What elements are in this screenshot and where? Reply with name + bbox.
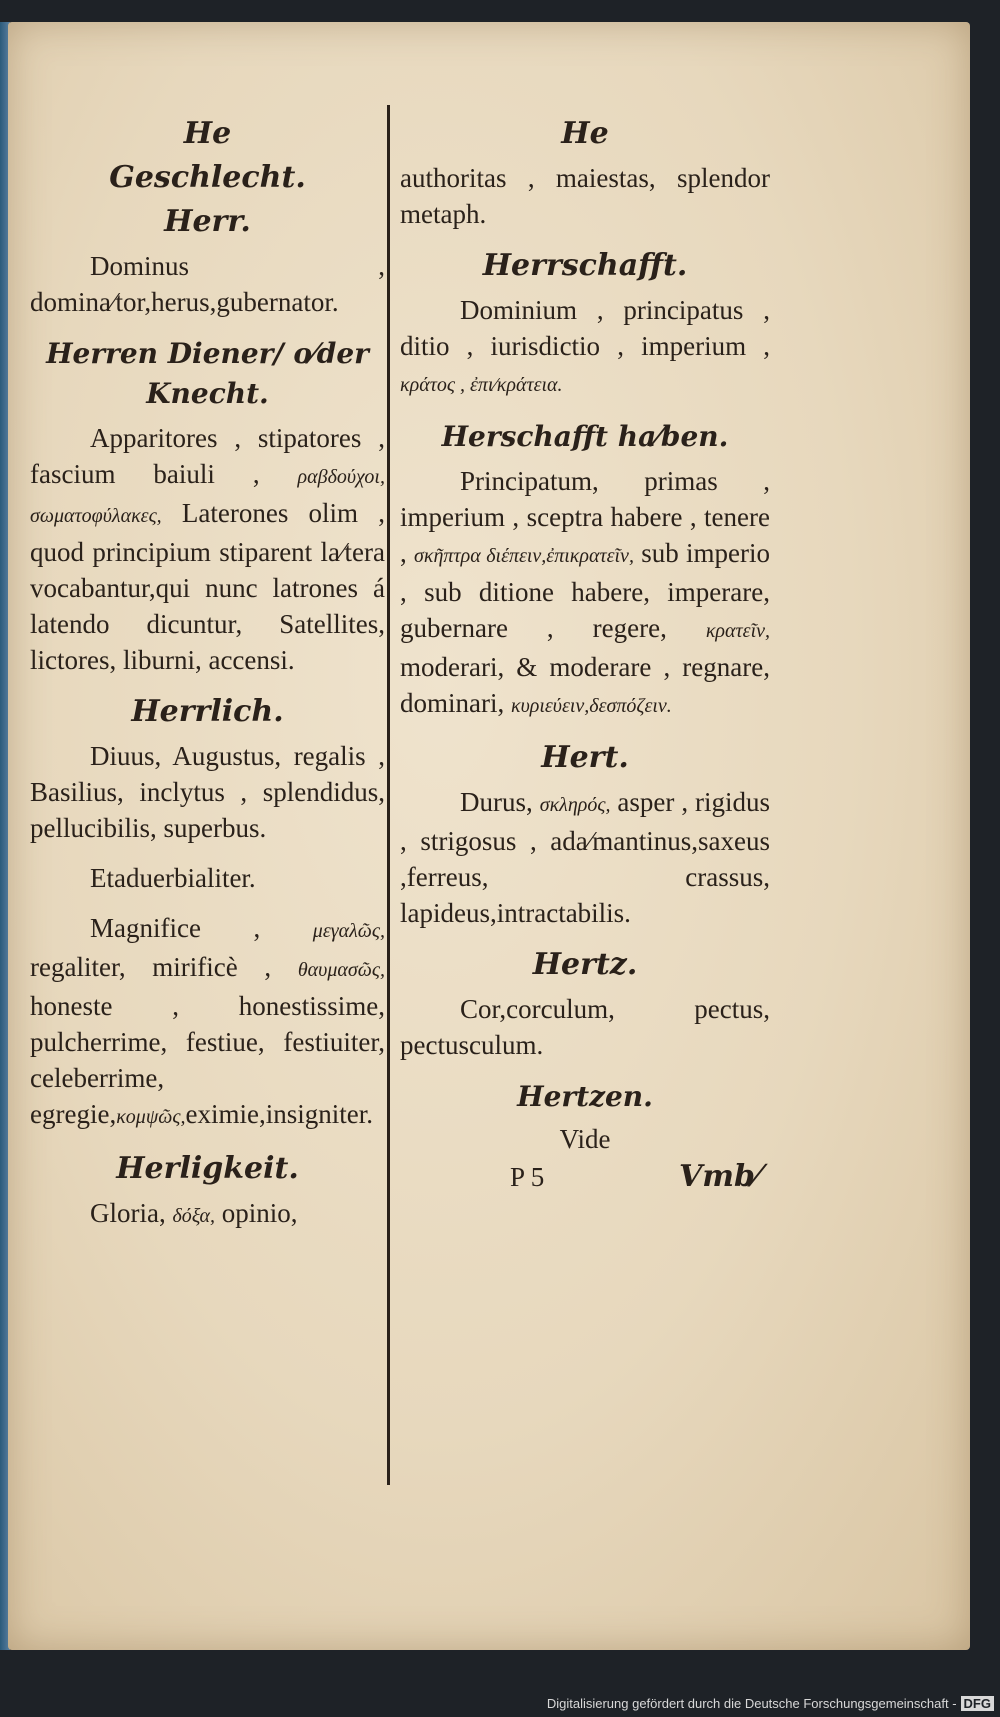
- heading-hertz: Hertz.: [532, 947, 638, 982]
- entry-herrlich: Diuus, Augustus, regalis , Basilius, inclytus , splendidus, pellucibilis, superbus.: [30, 741, 385, 843]
- entry-text: Durus,: [460, 787, 533, 817]
- greek-text: σκῆπτρα διέπειν,ἐπικρατεῖν,: [414, 545, 634, 567]
- left-column: [30, 110, 385, 1248]
- entry-text: asper , rigidus , strigosus , ada⁄mantinus,saxeus ,ferreus, crassus, lapideus,intractabilis.: [400, 787, 771, 928]
- greek-text: κυριεύειν,δεσπόζειν.: [510, 695, 672, 717]
- entry-principatum: [400, 463, 770, 724]
- heading-herr: Herr.: [164, 204, 251, 239]
- running-head-left: He: [183, 116, 232, 151]
- entry-text: Apparitores , stipatores , fascium baiuli ,: [30, 423, 385, 489]
- heading-herligkeit: Herligkeit.: [116, 1151, 299, 1186]
- page-foot-line: [400, 1157, 770, 1197]
- entry-herren-diener: [30, 420, 385, 678]
- greek-text: ραβδούχοι, σωματοφύλακες,: [30, 466, 385, 527]
- heading-geschlecht: Geschlecht.: [109, 160, 306, 195]
- heading-hert: Hert.: [541, 740, 629, 775]
- credit-text: Digitalisierung gefördert durch die Deutsche Forschungsgemeinschaft -: [546, 1696, 957, 1711]
- catchword: Vmb⁄: [678, 1159, 760, 1194]
- entry-text: Laterones olim , quod principium stiparent la⁄tera vocabantur,qui nunc latrones á latendo dicuntur, Satellites, lictores, liburni, accensi.: [30, 498, 385, 675]
- greek-text: μεγαλῶς,: [312, 920, 385, 942]
- entry-magnifice: [30, 910, 385, 1135]
- signature-mark: P 5: [510, 1162, 545, 1192]
- column-divider: [387, 105, 390, 1485]
- greek-text: κρατεῖν,: [705, 620, 770, 642]
- entry-cor: Cor,corculum, pectus, pectusculum.: [400, 994, 770, 1060]
- entry-text: sub imperio , sub ditione habere, imperare, gubernare , regere,: [400, 538, 771, 643]
- greek-text: σκληρός,: [539, 794, 611, 816]
- greek-text: κομψῶς,: [116, 1106, 186, 1128]
- entry-herr: Dominus , domina⁄tor,herus,gubernator.: [30, 251, 385, 317]
- entry-dominium: [400, 292, 770, 403]
- greek-text: θαυμασῶς,: [297, 959, 385, 981]
- entry-text: Principatum, primas , imperium , sceptra habere , tenere ,: [400, 466, 770, 568]
- entry-text: Magnifice ,: [90, 913, 261, 943]
- entry-gloria: [30, 1195, 385, 1234]
- right-column: [400, 110, 770, 1197]
- running-head-right: He: [561, 116, 609, 151]
- vide-reference: Vide: [559, 1124, 611, 1154]
- heading-herrlich: Herrlich.: [131, 694, 284, 729]
- digitization-credit: [547, 1696, 994, 1711]
- entry-text: opinio,: [221, 1198, 298, 1228]
- entry-text: honeste , honestissime, pulcherrime, festiue, festiuiter, celeberrime, egregie,: [30, 991, 385, 1129]
- entry-text: regaliter, mirificè ,: [30, 952, 272, 982]
- entry-authoritas: authoritas , maiestas, splendor metaph.: [400, 163, 770, 229]
- heading-herrschafft: Herrschafft.: [482, 248, 688, 283]
- entry-durus: [400, 784, 770, 931]
- greek-text: κράτος , ἐπι⁄κράτεια.: [400, 374, 563, 396]
- heading-herschafft-haben: Herschafft ha⁄ben.: [441, 420, 729, 453]
- entry-etaduerbialiter: Etaduerbialiter.: [90, 863, 256, 893]
- greek-text: δόξα,: [172, 1205, 216, 1227]
- entry-text: moderari, & moderare , regnare, dominari,: [400, 652, 770, 718]
- entry-text: Gloria,: [90, 1198, 166, 1228]
- dfg-logo: DFG: [961, 1696, 994, 1711]
- heading-herren-diener: Herren Diener/ o⁄der Knecht.: [46, 337, 369, 410]
- entry-text: eximie,insigniter.: [185, 1099, 373, 1129]
- heading-hertzen: Hertzen.: [517, 1080, 653, 1113]
- entry-text: Dominium , principatus , ditio , iurisdictio , imperium ,: [400, 295, 770, 361]
